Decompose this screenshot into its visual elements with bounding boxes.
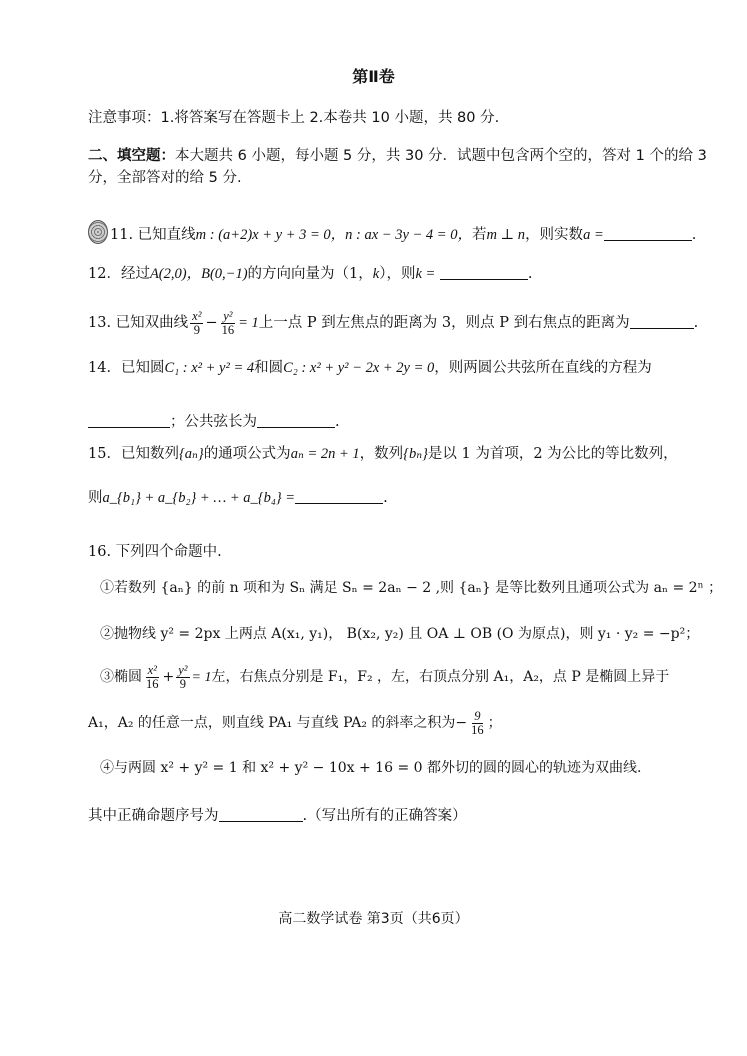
- q11-post: ，则实数: [525, 227, 584, 243]
- q13-text: 13. 已知双曲线: [88, 315, 189, 331]
- q16-p3-frac2: $\frac{\text{y²}}{9}$: [178, 662, 188, 691]
- q11-cond: m ⊥ n: [486, 227, 526, 243]
- q15-bn: {bₙ}: [403, 446, 428, 462]
- question-15-line2: 则a_{b₁} + a_{b₂} + … + a_{b₄} = .: [88, 490, 388, 506]
- q16-p3-plus: +: [162, 669, 175, 685]
- q16-p3-frac1: $\frac{\text{x²}}{16}$: [146, 662, 159, 691]
- q11-pre: 已知直线: [137, 227, 196, 243]
- section-desc1: 本大题共 6 小题，每小题 5 分，共 30 分．试题中包含两个空的，答对 1 个的给 3: [175, 148, 707, 164]
- section-desc-line2: 分，全部答对的给 5 分.: [88, 170, 242, 186]
- q14-c1: C₁ : x² + y² = 4: [164, 360, 255, 376]
- q15-text: 15．已知数列: [88, 446, 179, 462]
- closing-post: .（写出所有的正确答案）: [302, 808, 467, 824]
- question-15: [88, 444, 687, 464]
- page-title: 第Ⅱ卷: [352, 67, 395, 86]
- q16-proposition-2: ②抛物线 y² = 2px 上两点 A(x₁, y₁)， B(x₂, y₂) 且 OA ⊥ OB (O 为原点)，则 y₁ · y₂ = −p²；: [100, 626, 700, 642]
- q11-line-n: n : ax − 3y − 4 = 0，: [345, 227, 472, 243]
- q14-post: ，则两圆公共弦所在直线的方程为: [434, 360, 652, 376]
- q14-and: 和圆: [254, 360, 284, 376]
- question-16-intro: 16. 下列四个命题中.: [88, 544, 222, 560]
- question-12: 12．经过A(2,0)，B(0,−1)的方向向量为（1，k），则k = .: [88, 266, 533, 282]
- q13-minus: −: [205, 315, 218, 331]
- q12-answer-blank[interactable]: [440, 265, 528, 280]
- q14-answer-blank-2[interactable]: [257, 413, 335, 428]
- q16-p3-post: 左，右焦点分别是 F₁，F₂ ，左，右顶点分别 A₁，A₂，点 P 是椭圆上异于: [211, 669, 670, 685]
- closing-pre: 其中正确命题序号为: [88, 808, 219, 824]
- q15-formula: aₙ = 2n + 1: [290, 446, 360, 462]
- q14-text: 14．已知圆: [88, 360, 165, 376]
- q15-line2-pre: 则: [88, 490, 103, 506]
- question-14-line2: ；公共弦长为 .: [88, 412, 687, 432]
- q11-mid: 若: [471, 227, 487, 243]
- q16-p3-answer-frac: $\frac{9}{16}$: [471, 708, 484, 737]
- q13-answer-blank[interactable]: [630, 314, 694, 329]
- q14-answer-blank-1[interactable]: [88, 413, 170, 428]
- q15-an: {aₙ}: [178, 446, 204, 462]
- q15-post: 是以 1 为首项，2 为公比的等比数列，: [427, 446, 678, 462]
- q13-frac1: $\frac{\text{x²}}{9}$: [192, 308, 202, 337]
- q16-proposition-3-line2: [88, 706, 687, 740]
- q13-eq: = 1: [238, 315, 259, 331]
- section-desc-line1: [88, 146, 707, 166]
- q12-post: ），则: [379, 266, 416, 282]
- q16-p3-pre: ③椭圆: [100, 669, 142, 685]
- q11-answer-blank[interactable]: [604, 226, 692, 241]
- notice: 注意事项：1.将答案写在答题卡上 2.本卷共 10 小题，共 80 分.: [88, 110, 500, 126]
- closing-line: [88, 806, 687, 826]
- q11-number: 11.: [110, 227, 134, 243]
- q14-line2: ；公共弦长为: [170, 414, 257, 430]
- q14-c2: C₂ : x² + y² − 2x + 2y = 0: [283, 360, 435, 376]
- q16-p3-eq: = 1: [191, 670, 212, 685]
- q12-text: 12．经过: [88, 266, 150, 282]
- question-14: [88, 358, 687, 378]
- q16-proposition-4: ④与两圆 x² + y² = 1 和 x² + y² − 10x + 16 = 0 都外切的圆的圆心的轨迹为双曲线.: [100, 760, 642, 776]
- q13-post: 上一点 P 到左焦点的距离为 3，则点 P 到右焦点的距离为: [258, 315, 630, 331]
- q16-proposition-3: [100, 660, 687, 695]
- q12-k: k: [372, 266, 380, 282]
- q16-p3-end: ；: [487, 715, 502, 731]
- q11-line-m: m : (a+2)x + y + 3 = 0，: [195, 227, 346, 243]
- section-heading: 二、填空题：: [88, 148, 175, 164]
- q16-proposition-1: ①若数列 {aₙ} 的前 n 项和为 Sₙ 满足 Sₙ = 2aₙ − 2 ,则 {aₙ} 是等比数列且通项公式为 aₙ = 2ⁿ ；: [100, 580, 723, 596]
- q16-answer-blank[interactable]: [219, 807, 303, 822]
- q16-p3-neg: −: [455, 715, 468, 731]
- question-13: 13. 已知双曲线 $\frac{\text{x²}}{9}$ − $\frac{\text{y²}}{16}$ = 1上一点 P 到左焦点的距离为 3，则点 P 到右焦点的距离为 .: [88, 308, 699, 337]
- page-footer: 高二数学试卷 第3页（共6页）: [278, 911, 469, 927]
- q11-var: a =: [583, 227, 604, 243]
- q15-mid1: 的通项公式为: [203, 446, 291, 462]
- stamp-icon: [88, 220, 108, 244]
- q16-p3-line2: A₁，A₂ 的任意一点，则直线 PA₁ 与直线 PA₂ 的斜率之积为: [88, 715, 456, 731]
- q12-var: k =: [415, 266, 436, 282]
- q13-frac2: $\frac{\text{y²}}{16}$: [221, 308, 235, 337]
- q15-mid2: ，数列: [359, 446, 404, 462]
- q15-answer-blank[interactable]: [295, 489, 383, 504]
- q12-points: A(2,0)，B(0,−1): [149, 266, 248, 282]
- q12-mid: 的方向向量为（1，: [247, 266, 373, 282]
- q15-sum: a_{b₁} + a_{b₂} + … + a_{b₄} =: [102, 490, 296, 506]
- question-11: 11. 已知直线m : (a+2)x + y + 3 = 0，n : ax − 3y − 4 = 0，若m ⊥ n，则实数a = .: [88, 220, 687, 245]
